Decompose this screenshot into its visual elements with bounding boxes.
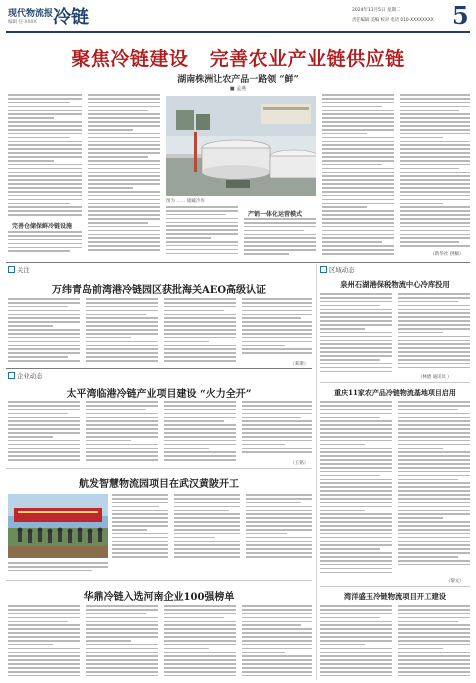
column-divider xyxy=(316,264,317,680)
regional-divider-1 xyxy=(320,382,470,383)
masthead xyxy=(0,0,476,34)
company-col-4 xyxy=(242,401,312,459)
hangfa-col-3 xyxy=(246,494,312,560)
lead-byline: ■ 孟燕 xyxy=(229,86,247,92)
hangfa-col-1 xyxy=(112,494,168,560)
huading-col-3 xyxy=(164,605,236,679)
page-number: 5 xyxy=(452,1,469,30)
regional-1-col-a xyxy=(320,293,392,377)
lead-column-6-text xyxy=(400,94,470,250)
regional-divider-2 xyxy=(320,586,470,587)
company-col-1 xyxy=(8,401,80,463)
hangfa-photo xyxy=(8,494,108,558)
regional-headline-1: 泉州石湖港保税物流中心冷库投用 xyxy=(340,280,450,289)
lead-headline: 聚焦冷链建设 完善农业产业链供应链 xyxy=(71,48,405,70)
date-line: 2024年11月5日 星期二 xyxy=(352,8,401,13)
huading-col-4 xyxy=(242,605,312,679)
focus-headline: 万纬青岛前湾港冷链园区获批海关AEO高级认证 xyxy=(51,285,267,296)
regional-2-col-a xyxy=(320,401,392,577)
regional-note-2: （黎文） xyxy=(446,579,464,584)
regional-2-col-b xyxy=(398,401,470,577)
huading-headline: 华鼎冷链入选河南企业100强榜单 xyxy=(83,592,235,603)
lead-subhead-1: 完善仓储保鲜冷链设施 xyxy=(12,223,73,230)
company-note: （王铭） xyxy=(290,461,309,466)
photo-caption: 图为 …… 储藏冷库 xyxy=(166,199,205,204)
focus-col-1 xyxy=(8,298,80,364)
lead-column-5-text xyxy=(322,94,394,258)
paper-name: 现代物流报 xyxy=(8,9,54,19)
focus-divider xyxy=(6,368,312,369)
huading-col-2 xyxy=(86,605,158,679)
cold-storage-tanks-photo xyxy=(166,96,316,196)
company-divider xyxy=(6,468,312,469)
groundbreaking-ceremony-photo xyxy=(8,494,108,558)
section-marker-icon xyxy=(8,372,15,379)
lead-photo xyxy=(166,96,316,196)
lead-column-1-text-lower xyxy=(8,231,82,255)
paper-name-sub: 编辑 任 XXXX xyxy=(8,20,37,25)
company-headline: 太平湾临港冷链产业项目建设 “火力全开” xyxy=(66,389,252,400)
section-marker-icon xyxy=(320,266,327,273)
lead-divider xyxy=(6,262,470,263)
lead-column-2-text xyxy=(88,94,160,256)
lead-column-3-text xyxy=(166,206,238,258)
hangfa-divider xyxy=(6,580,312,581)
editor-line: 责任编辑 美编 校对 电话 010-XXXXXXXX xyxy=(352,18,434,23)
focus-note: （莱斯） xyxy=(290,362,309,367)
company-col-2 xyxy=(86,401,158,463)
lead-note: （新华社 供稿） xyxy=(430,252,464,257)
section-tag-company: 企业动态 xyxy=(8,371,43,380)
section-tag-regional: 区域动态 xyxy=(320,265,355,274)
hangfa-col-below-photo xyxy=(8,562,108,576)
regional-3-col-a xyxy=(320,605,392,679)
company-col-3 xyxy=(164,401,236,463)
section-marker-icon xyxy=(8,266,15,273)
focus-col-2 xyxy=(86,298,158,364)
regional-3-col-b xyxy=(398,605,470,679)
section-tag-focus: 关注 xyxy=(8,265,30,274)
lead-column-4-text xyxy=(244,218,316,258)
lead-column-1-text xyxy=(8,94,82,220)
regional-1-col-b xyxy=(398,293,470,373)
regional-headline-2: 重庆11家农产品冷链物流基地项目启用 xyxy=(334,388,456,397)
regional-note-1: （林德 通讯员 ） xyxy=(418,375,452,380)
lead-subhead-2: 产销一体化运营模式 xyxy=(248,211,303,218)
focus-col-4 xyxy=(242,298,312,360)
hangfa-headline: 航发智慧物流园项目在武汉黄陂开工 xyxy=(79,479,239,490)
huading-col-1 xyxy=(8,605,80,679)
masthead-rule xyxy=(6,31,470,33)
focus-col-3 xyxy=(164,298,236,364)
hangfa-col-2 xyxy=(174,494,240,560)
section-title: 冷链 xyxy=(53,7,89,28)
regional-headline-3: 湾洋盛玉冷链物流项目开工建设 xyxy=(343,592,447,601)
lead-subheadline: 湖南株洲让农产品一路领 “鲜” xyxy=(177,75,299,85)
